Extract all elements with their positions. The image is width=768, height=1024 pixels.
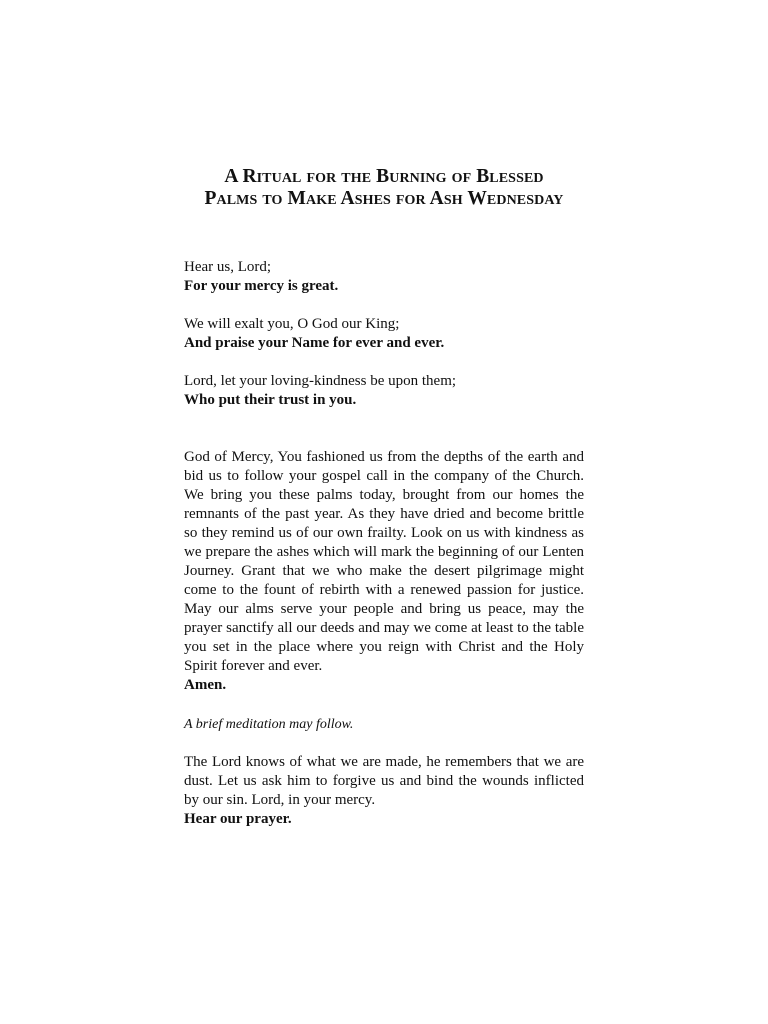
page-title — [164, 166, 604, 210]
response-text: Who put their trust in you. — [184, 392, 357, 408]
responsory-2 — [184, 315, 584, 353]
title-line-1: A Ritual for the Burning of Blessed — [224, 166, 544, 187]
rubric-note: A brief meditation may follow. — [184, 717, 354, 732]
versicle-text: Hear us, Lord; — [184, 259, 272, 275]
document-page — [184, 166, 584, 829]
versicle-text: Lord, let your loving-kindness be upon them; — [184, 373, 457, 389]
responsory-1 — [184, 258, 584, 296]
closing-response: Hear our prayer. — [184, 811, 292, 827]
responsory-3 — [184, 372, 584, 410]
response-text: And praise your Name for ever and ever. — [184, 335, 445, 351]
opening-prayer — [184, 448, 584, 695]
response-text: For your mercy is great. — [184, 278, 339, 294]
title-line-2: Palms to Make Ashes for Ash Wednesday — [204, 188, 564, 209]
closing-text: The Lord knows of what we are made, he remembers that we are dust. Let us ask him to forgive us and bind the wounds inflicted by our sin. Lord, in your mercy. — [184, 754, 584, 808]
closing-intercession — [184, 753, 584, 829]
prayer-text: God of Mercy, You fashioned us from the depths of the earth and bid us to follow your gospel call in the company of the Church. We bring you these palms today, brought from our homes the remnants of the past year. As they have dried and become brittle so they remind us of our own frailty. Look on us with kindness as we prepare the ashes which will mark the beginning of our Lenten Journey. Grant that we who make the desert pilgrimage might come to the fount of rebirth with a renewed passion for justice. May our alms serve your people and bring us peace, may the prayer sanctify all our deeds and may we come at least to the table you set in the place where you reign with Christ and the Holy Spirit forever and ever. — [184, 449, 584, 674]
versicle-text: We will exalt you, O God our King; — [184, 316, 400, 332]
prayer-response: Amen. — [184, 677, 227, 693]
